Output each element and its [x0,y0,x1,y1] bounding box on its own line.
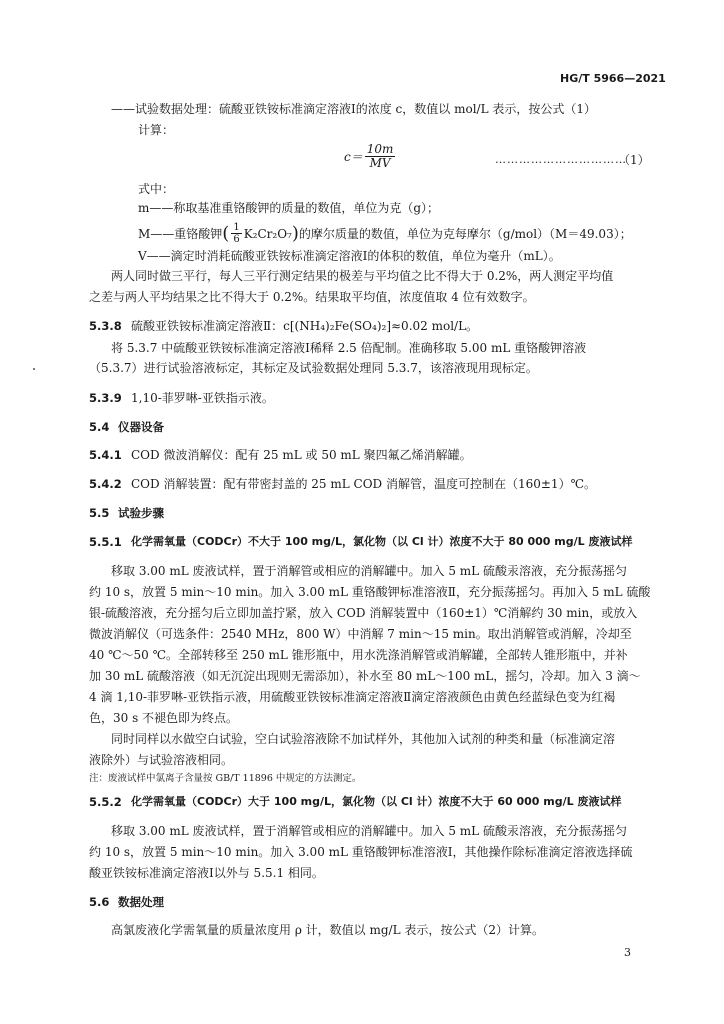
section-5-6-number: 5.6 [89,895,110,909]
s551-line-7: 4 滴 1,10-菲罗啉-亚铁指示液，用硫酸亚铁铵标准滴定溶液Ⅱ滴定溶液颜色由黄色经蓝绿色变为红褐 [89,690,616,704]
section-5-6-title: 数据处理 [118,895,164,909]
formula-1-numerator: 10m [366,142,394,156]
scan-speck [33,368,35,370]
formula-1-denominator: MV [369,156,391,170]
section-5-3-8-line-2: （5.3.7）进行试验溶液标定，其标定及试验数据处理同 5.3.7，该溶液现用现标定。 [89,361,538,375]
s552-line-2: 约 10 s，放置 5 min～10 min。加入 3.00 mL 重铬酸钾标准溶液Ⅰ，其他操作除标准滴定溶液选择硫 [89,845,633,859]
where-title: 式中： [138,182,175,196]
section-5-3-9-title: 1,10-菲罗啉-亚铁指示液。 [131,391,274,405]
where-M-line [138,222,632,245]
section-5-3-8-line-1: 将 5.3.7 中硫酸亚铁铵标准滴定溶液Ⅰ稀释 2.5 倍配制。准确移取 5.00 mL 重铬酸钾溶液 [111,341,587,355]
s552-line-1: 移取 3.00 mL 废液试样，置于消解管或相应的消解罐中。加入 5 mL 硫酸汞溶液，充分振荡摇匀 [111,824,627,838]
s551-line-3: 银-硫酸溶液，充分摇匀后立即加盖拧紧，放入 COD 消解装置中（160±1）℃消解约 30 min，或放入 [89,606,638,620]
process-line-1: ——试验数据处理：硫酸亚铁铵标准滴定溶液Ⅰ的浓度 c，数值以 mol/L 表示，按公式（1） [111,102,596,116]
where-M-suffix: 的摩尔质量的数值，单位为克每摩尔（g/mol）（M＝49.03）； [298,226,632,241]
s551-note: 注：废液试样中氯离子含量按 GB/T 11896 中规定的方法测定。 [89,773,362,784]
formula-1-lhs: c＝ [344,150,363,164]
where-M-prefix: M——重铬酸钾 [138,226,223,241]
section-5-5-title: 试验步骤 [118,506,164,520]
formula-1 [344,143,395,170]
s551-line-2: 约 10 s，放置 5 min～10 min。加入 3.00 mL 重铬酸钾标准溶液Ⅱ，充分振荡摇匀。再加入 5 mL 硫酸 [89,585,651,599]
s56-line-1: 高氯废液化学需氧量的质量浓度用 ρ 计，数值以 mg/L 表示，按公式（2）计算。 [111,923,545,937]
where-M-frac-num: 1 [233,222,240,233]
s552-line-3: 酸亚铁铵标准滴定溶液Ⅰ以外与 5.5.1 相同。 [89,866,324,880]
s551-line-8: 色，30 s 不褪色即为终点。 [89,711,239,725]
s551-line-6: 加 30 mL 硫酸溶液（如无沉淀出现则无需添加），补水至 80 mL～100 mL，摇匀，冷却。加入 3 滴～ [89,669,641,683]
where-M-fraction [231,222,241,245]
parallel-line-2: 之差与两人平均结果之比不得大于 0.2%。结果取平均值，浓度值取 4 位有效数字。 [89,290,535,304]
section-5-4-1-number: 5.4.1 [89,448,122,462]
section-5-5-number: 5.5 [89,506,110,520]
s551-line-1: 移取 3.00 mL 废液试样，置于消解管或相应的消解罐中。加入 5 mL 硫酸汞溶液，充分振荡摇匀 [111,564,627,578]
section-5-5-2-title: 化学需氧量（CODCr）大于 100 mg/L，氯化物（以 Cl 计）浓度不大于 60 000 mg/L 废液试样 [131,795,622,808]
page-number: 3 [624,946,631,959]
open-paren-icon: ( [222,222,230,244]
where-M-formula: K₂Cr₂O₇ [243,226,292,241]
section-5-5-1-number: 5.5.1 [89,535,122,549]
formula-1-fraction [365,143,396,170]
section-5-4-1-title: COD 微波消解仪：配有 25 mL 或 50 mL 聚四氟乙烯消解罐。 [131,448,472,462]
formula-1-number: （1） [618,153,650,167]
s551-line-5: 40 ℃～50 ℃。全部转移至 250 mL 锥形瓶中，用水洗涤消解管或消解罐，全部转人锥形瓶中，并补 [89,648,628,662]
close-paren-icon: ) [291,222,299,244]
where-M-frac-den: 6 [233,234,240,245]
section-5-4-title: 仪器设备 [118,420,164,434]
where-V-line: V——滴定时消耗硫酸亚铁铵标准滴定溶液Ⅰ的体积的数值，单位为毫升（mL）。 [138,249,561,263]
where-m-line: m——称取基准重铬酸钾的质量的数值，单位为克（g）； [138,201,440,215]
standard-code: HG/T 5966—2021 [560,72,666,85]
section-5-4-number: 5.4 [89,420,110,434]
s551-blank-line-1: 同时同样以水做空白试验，空白试验溶液除不加试样外，其他加入试剂的种类和量（标准滴定溶 [111,732,616,746]
process-line-2: 计算： [138,123,175,137]
section-5-5-2-number: 5.5.2 [89,795,122,809]
section-5-4-2-title: COD 消解装置：配有带密封盖的 25 mL COD 消解管，温度可控制在（160±1）℃。 [131,477,596,491]
section-5-3-8-number: 5.3.8 [89,319,122,333]
section-5-5-1-title: 化学需氧量（CODCr）不大于 100 mg/L，氯化物（以 Cl 计）浓度不大于 80 000 mg/L 废液试样 [131,535,633,548]
formula-1-dots: …………………………… [495,153,627,166]
s551-blank-line-2: 液除外）与试验溶液相同。 [89,753,234,767]
section-5-4-2-number: 5.4.2 [89,477,122,491]
section-5-3-9-number: 5.3.9 [89,391,122,405]
section-5-3-8-title: 硫酸亚铁铵标准滴定溶液Ⅱ：c[(NH₄)₂Fe(SO₄)₂]≈0.02 mol/L。 [131,319,479,333]
parallel-line-1: 两人同时做三平行，每人三平行测定结果的极差与平均值之比不得大于 0.2%，两人测定平均值 [111,269,614,283]
s551-line-4: 微波消解仪（可选条件：2540 MHz，800 W）中消解 7 min～15 min。取出消解管或消解，冷却至 [89,627,632,641]
